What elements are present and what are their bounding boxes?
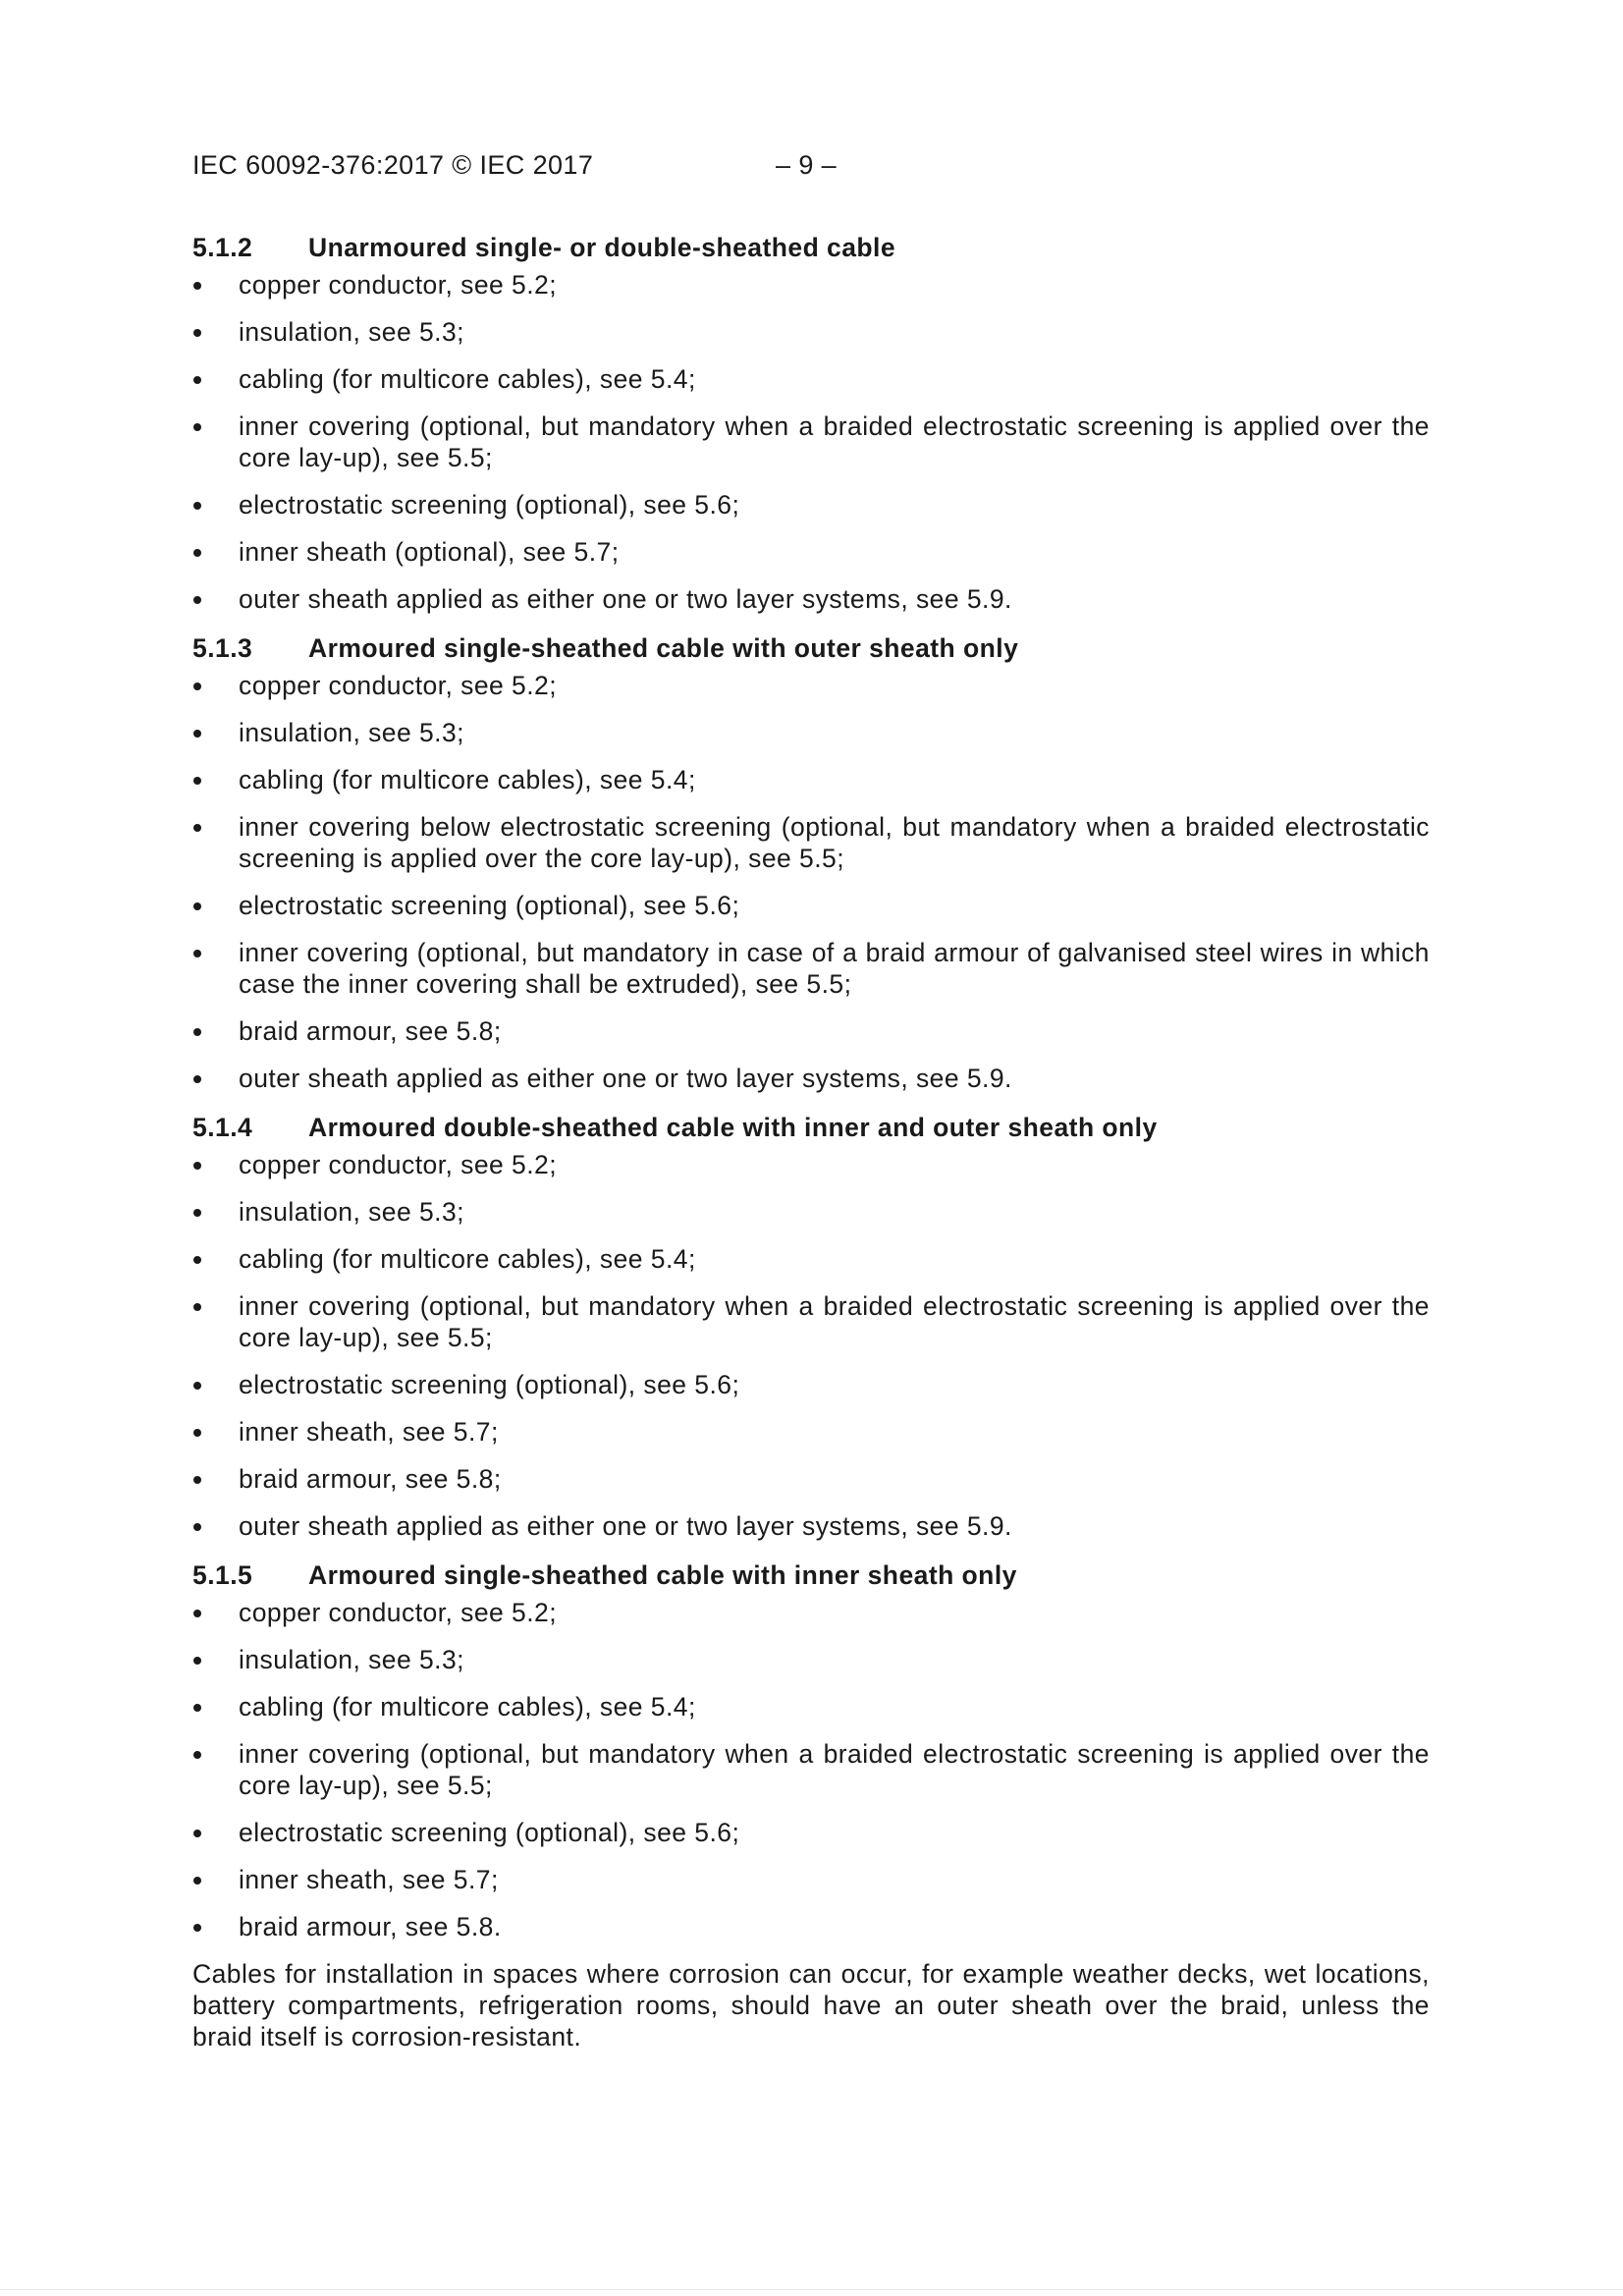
bullet-list <box>192 269 1430 615</box>
list-item: electrostatic screening (optional), see 5.6; <box>192 1817 1430 1848</box>
closing-paragraph: Cables for installation in spaces where corrosion can occur, for example weather decks, wet locations, battery compartments, refrigeration rooms, should have an outer sheath over the braid, unless the braid itself is corrosion-resistant. <box>192 1959 1430 2051</box>
bullet-icon <box>193 1429 201 1437</box>
bullet-list <box>192 1149 1430 1542</box>
section-5-1-4 <box>192 1110 1430 1542</box>
list-item: electrostatic screening (optional), see 5.6; <box>192 890 1430 921</box>
list-item: electrostatic screening (optional), see 5.6; <box>192 1369 1430 1400</box>
bullet-icon <box>193 1877 201 1885</box>
bullet-icon <box>193 683 201 690</box>
bullet-list <box>192 1597 1430 1942</box>
list-item: outer sheath applied as either one or two layer systems, see 5.9. <box>192 1063 1430 1094</box>
bullet-icon <box>193 950 201 957</box>
bullet-icon <box>193 282 201 290</box>
bullet-icon <box>193 1657 201 1665</box>
section-title: Armoured double-sheathed cable with inner and outer sheath only <box>308 1113 1158 1142</box>
bullet-icon <box>193 1256 201 1264</box>
section-number: 5.1.5 <box>192 1560 253 1590</box>
section-number: 5.1.2 <box>192 233 253 262</box>
section-5-1-2 <box>192 230 1430 615</box>
bullet-icon <box>193 1476 201 1484</box>
list-item: copper conductor, see 5.2; <box>192 269 1430 301</box>
bullet-icon <box>193 376 201 384</box>
section-number: 5.1.3 <box>192 633 253 663</box>
bullet-icon <box>193 1610 201 1617</box>
standard-reference: IEC 60092-376:2017 © IEC 2017 <box>192 150 594 180</box>
bullet-icon <box>193 1523 201 1531</box>
list-item: inner covering (optional, but mandatory when a braided electrostatic screening is applied over the core lay-up), see 5.5; <box>192 410 1430 473</box>
page-number: – 9 – <box>776 150 838 180</box>
list-item: cabling (for multicore cables), see 5.4; <box>192 1243 1430 1275</box>
document-body <box>192 230 1430 2079</box>
list-item: braid armour, see 5.8. <box>192 1911 1430 1942</box>
bullet-icon <box>193 1704 201 1712</box>
list-item: braid armour, see 5.8; <box>192 1015 1430 1047</box>
bullet-icon <box>193 1075 201 1083</box>
list-item: inner sheath, see 5.7; <box>192 1416 1430 1448</box>
bullet-icon <box>193 549 201 557</box>
bullet-icon <box>193 730 201 738</box>
bullet-icon <box>193 902 201 910</box>
bullet-icon <box>193 1162 201 1170</box>
section-title: Unarmoured single- or double-sheathed cable <box>308 233 896 262</box>
list-item: outer sheath applied as either one or two layer systems, see 5.9. <box>192 1510 1430 1542</box>
bullet-icon <box>193 1751 201 1759</box>
list-item: copper conductor, see 5.2; <box>192 670 1430 701</box>
list-item: cabling (for multicore cables), see 5.4; <box>192 1691 1430 1722</box>
bullet-icon <box>193 329 201 337</box>
list-item: inner covering below electrostatic screening (optional, but mandatory when a braided electrostatic screening is applied over the core lay-up), see 5.5; <box>192 811 1430 874</box>
section-5-1-3 <box>192 630 1430 1094</box>
section-number: 5.1.4 <box>192 1113 253 1142</box>
bullet-icon <box>193 1382 201 1390</box>
page-bottom-divider <box>0 2289 1623 2290</box>
list-item: outer sheath applied as either one or two layer systems, see 5.9. <box>192 583 1430 615</box>
list-item: insulation, see 5.3; <box>192 1196 1430 1228</box>
section-title: Armoured single-sheathed cable with inner sheath only <box>308 1560 1017 1590</box>
bullet-icon <box>193 777 201 785</box>
bullet-icon <box>193 1830 201 1837</box>
bullet-icon <box>193 1028 201 1036</box>
bullet-list <box>192 670 1430 1094</box>
section-heading <box>192 230 1430 265</box>
bullet-icon <box>193 1209 201 1217</box>
section-heading <box>192 1558 1430 1593</box>
bullet-icon <box>193 824 201 832</box>
list-item: inner covering (optional, but mandatory when a braided electrostatic screening is applied over the core lay-up), see 5.5; <box>192 1290 1430 1353</box>
section-title: Armoured single-sheathed cable with outer sheath only <box>308 633 1019 663</box>
list-item: inner covering (optional, but mandatory in case of a braid armour of galvanised steel wires in which case the inner covering shall be extruded), see 5.5; <box>192 937 1430 1000</box>
list-item: insulation, see 5.3; <box>192 1644 1430 1675</box>
list-item: inner covering (optional, but mandatory when a braided electrostatic screening is applied over the core lay-up), see 5.5; <box>192 1738 1430 1801</box>
list-item: inner sheath, see 5.7; <box>192 1864 1430 1895</box>
list-item: braid armour, see 5.8; <box>192 1463 1430 1495</box>
list-item: cabling (for multicore cables), see 5.4; <box>192 363 1430 395</box>
list-item: copper conductor, see 5.2; <box>192 1149 1430 1180</box>
bullet-icon <box>193 1303 201 1311</box>
list-item: copper conductor, see 5.2; <box>192 1597 1430 1628</box>
list-item: inner sheath (optional), see 5.7; <box>192 536 1430 568</box>
bullet-icon <box>193 502 201 510</box>
list-item: cabling (for multicore cables), see 5.4; <box>192 764 1430 795</box>
list-item: insulation, see 5.3; <box>192 717 1430 748</box>
section-5-1-5 <box>192 1558 1430 1942</box>
bullet-icon <box>193 1924 201 1932</box>
bullet-icon <box>193 596 201 604</box>
list-item: insulation, see 5.3; <box>192 316 1430 348</box>
list-item: electrostatic screening (optional), see 5.6; <box>192 489 1430 520</box>
page-header <box>192 150 837 181</box>
section-heading <box>192 1110 1430 1145</box>
bullet-icon <box>193 423 201 431</box>
section-heading <box>192 630 1430 666</box>
